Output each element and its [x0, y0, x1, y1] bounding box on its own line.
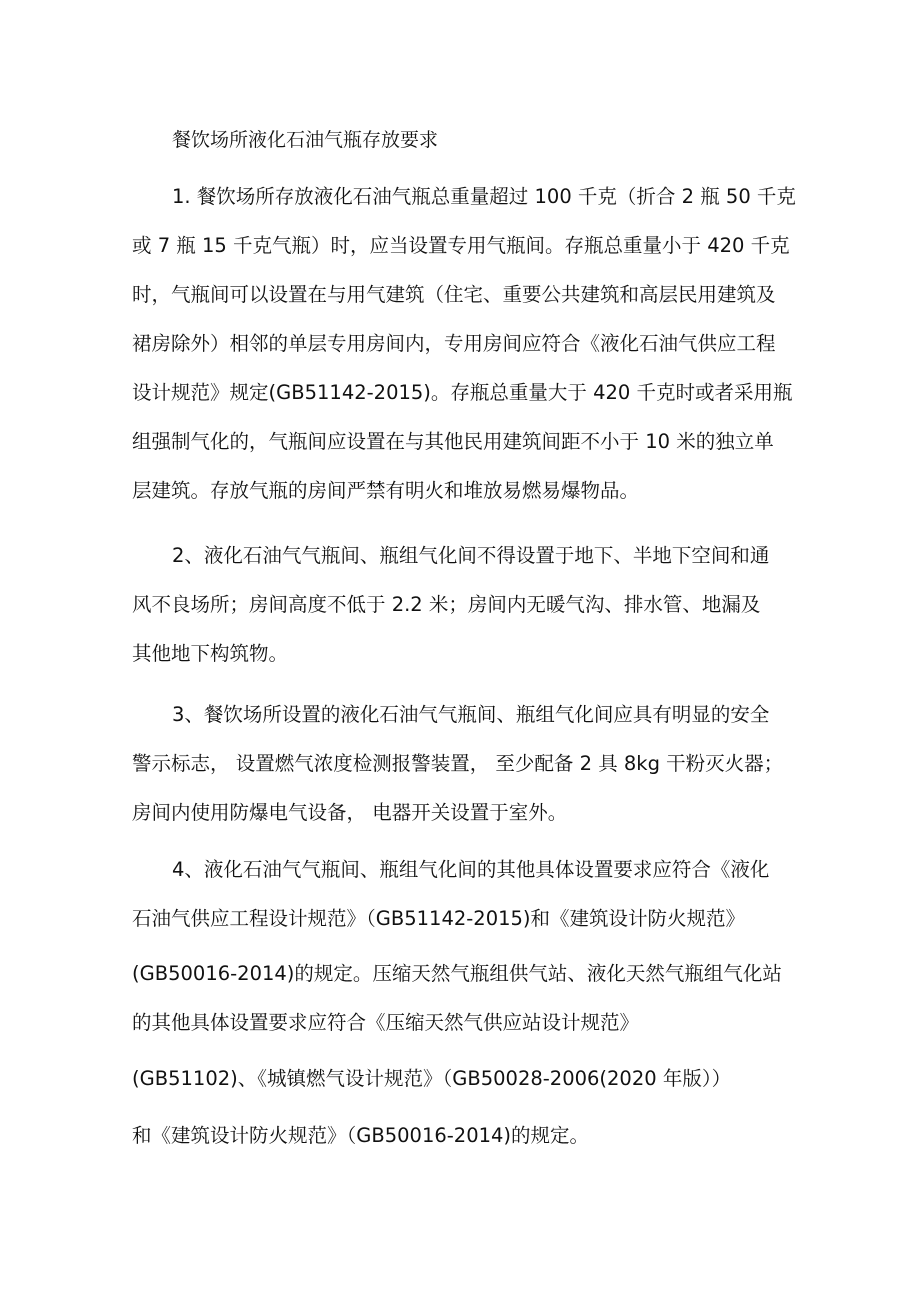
paragraph-1-line-5: 设计规范》规定(GB51142-2015)。存瓶总重量大于 420 千克时或者采用瓶: [132, 381, 793, 404]
paragraph-2-line-2: 风不良场所；房间高度不低于 2.2 米；房间内无暖气沟、排水管、地漏及: [132, 593, 761, 616]
paragraph-4-line-6: 和《建筑设计防火规范》（GB50016-2014)的规定。: [132, 1124, 590, 1147]
paragraph-1-line-3: 时，气瓶间可以设置在与用气建筑（住宅、重要公共建筑和高层民用建筑及: [132, 283, 776, 306]
paragraph-1-line-7: 层建筑。存放气瓶的房间严禁有明火和堆放易燃易爆物品。: [132, 479, 640, 502]
paragraph-4-line-2: 石油气供应工程设计规范》（GB51142-2015)和《建筑设计防火规范》: [132, 907, 746, 930]
paragraph-4-line-1: 4、液化石油气气瓶间、瓶组气化间的其他具体设置要求应符合《液化: [172, 858, 770, 881]
paragraph-2-line-1: 2、液化石油气气瓶间、瓶组气化间不得设置于地下、半地下空间和通: [172, 544, 770, 567]
paragraph-4-line-5: (GB51102)、《城镇燃气设计规范》（GB50028-2006(2020 年版））: [132, 1067, 732, 1090]
paragraph-1-line-4: 裙房除外）相邻的单层专用房间内，专用房间应符合《液化石油气供应工程: [132, 332, 776, 355]
paragraph-3-line-3: 房间内使用防爆电气设备， 电器开关设置于室外。: [132, 801, 568, 824]
paragraph-1-line-2: 或 7 瓶 15 千克气瓶）时，应当设置专用气瓶间。存瓶总重量小于 420 千克: [132, 234, 790, 257]
paragraph-3-line-2: 警示标志， 设置燃气浓度检测报警装置， 至少配备 2 具 8kg 干粉灭火器；: [132, 752, 784, 775]
document-title: 餐饮场所液化石油气瓶存放要求: [172, 129, 439, 151]
paragraph-3-line-1: 3、餐饮场所设置的液化石油气气瓶间、瓶组气化间应具有明显的安全: [172, 703, 770, 726]
paragraph-1-line-1: 1. 餐饮场所存放液化石油气瓶总重量超过 100 千克（折合 2 瓶 50 千克: [172, 185, 796, 208]
paragraph-2-line-3: 其他地下构筑物。: [132, 642, 289, 665]
paragraph-1-line-6: 组强制气化的，气瓶间应设置在与其他民用建筑间距不小于 10 米的独立单: [132, 430, 774, 453]
paragraph-4-line-3: (GB50016-2014)的规定。压缩天然气瓶组供气站、液化天然气瓶组气化站: [132, 962, 782, 985]
paragraph-4-line-4: 的其他具体设置要求应符合《压缩天然气供应站设计规范》: [132, 1011, 640, 1034]
